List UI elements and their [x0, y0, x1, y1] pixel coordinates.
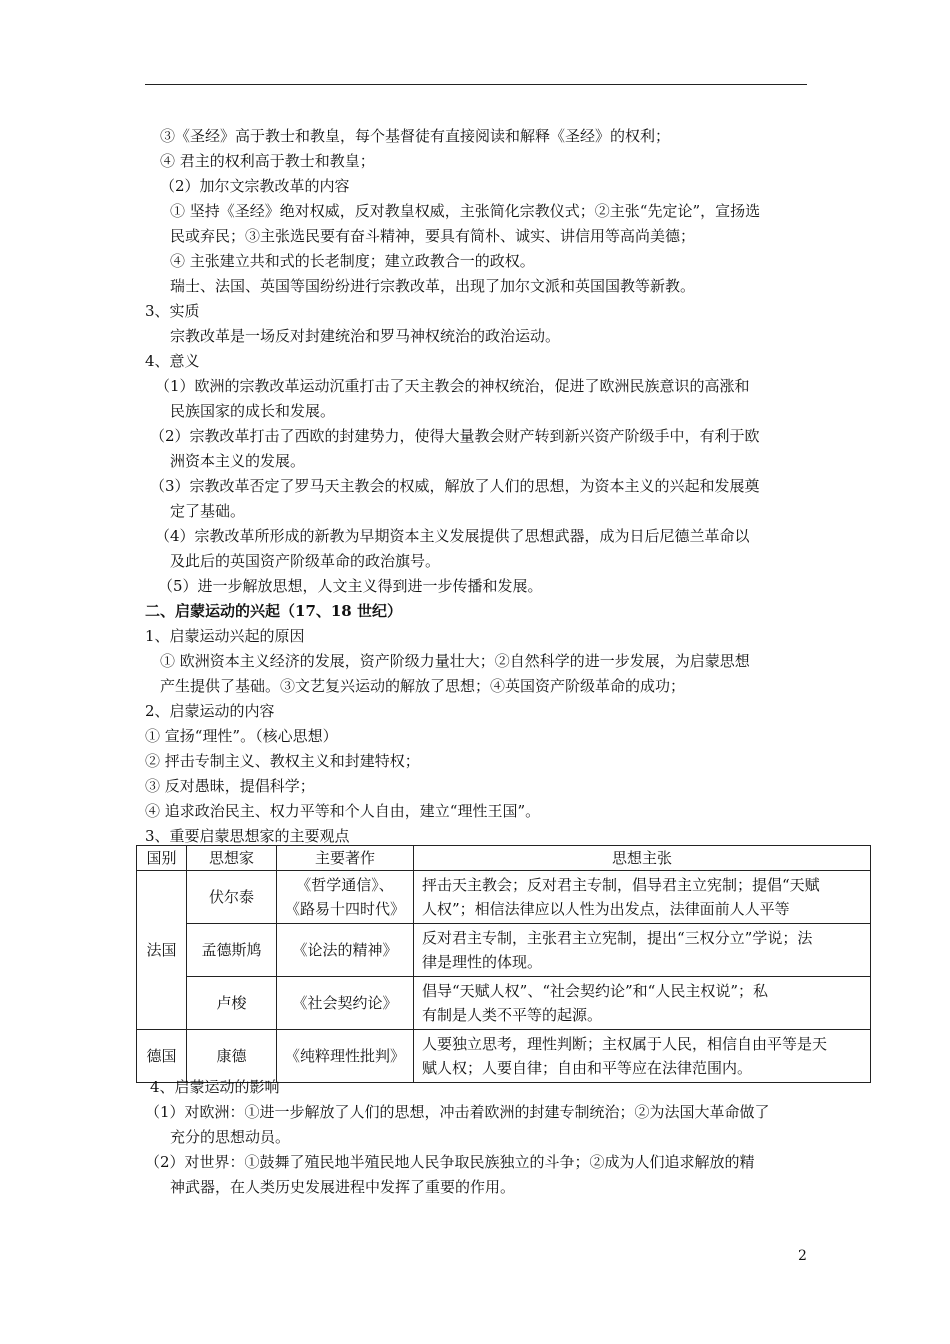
header-rule [145, 84, 807, 85]
section-heading: 3、实质 [145, 302, 200, 320]
text-line: 产生提供了基础。③文艺复兴运动的解放了思想；④英国资产阶级革命的成功； [160, 677, 686, 695]
idea-cell: 反对君主专制，主张君主立宪制，提出“三权分立”学说；法 律是理性的体现。 [414, 924, 871, 977]
text-line: ④ 追求政治民主、权力平等和个人自由，建立“理性王国”。 [145, 802, 541, 820]
column-header: 思想家 [187, 846, 277, 871]
section-heading: 4、意义 [145, 352, 200, 370]
idea-cell: 倡导“天赋人权”、“社会契约论”和“人民主权说”；私 有制是人类不平等的起源。 [414, 977, 871, 1030]
text-line: ② 抨击专制主义、教权主义和封建特权； [145, 752, 420, 770]
thinker-cell: 伏尔泰 [187, 871, 277, 924]
thinker-cell: 孟德斯鸠 [187, 924, 277, 977]
text-line: 宗教改革是一场反对封建统治和罗马神权统治的政治运动。 [170, 327, 561, 345]
text-line: （1）对欧洲：①进一步解放了人们的思想，冲击着欧洲的封建专制统治；②为法国大革命做了 [145, 1103, 770, 1121]
work-cell: 《社会契约论》 [277, 977, 414, 1030]
country-cell: 德国 [137, 1030, 187, 1083]
text-line: 洲资本主义的发展。 [170, 452, 306, 470]
idea-cell: 人要独立思考，理性判断；主权属于人民，相信自由平等是天 赋人权；人要自律；自由和平等应在法律范围内。 [414, 1030, 871, 1083]
text-line: ① 坚持《圣经》绝对权威，反对教皇权威，主张简化宗教仪式；②主张“先定论”，宣扬选 [170, 202, 761, 220]
text-line: 及此后的英国资产阶级革命的政治旗号。 [170, 552, 441, 570]
idea-cell: 抨击天主教会；反对君主专制，倡导君主立宪制；提倡“天赋 人权”；相信法律应以人性为出发点，法律面前人人平等 [414, 871, 871, 924]
text-line: （2）对世界：①鼓舞了殖民地半殖民地人民争取民族独立的斗争；②成为人们追求解放的精 [145, 1153, 755, 1171]
section-heading: 2、启蒙运动的内容 [145, 702, 275, 720]
section-heading: 1、启蒙运动兴起的原因 [145, 627, 305, 645]
work-cell: 《纯粹理性批判》 [277, 1030, 414, 1083]
table-row [137, 871, 871, 924]
thinker-cell: 康德 [187, 1030, 277, 1083]
table-header-row [137, 846, 871, 871]
text-line: ① 欧洲资本主义经济的发展，资产阶级力量壮大；②自然科学的进一步发展，为启蒙思想 [160, 652, 750, 670]
text-line: （3）宗教改革否定了罗马天主教会的权威，解放了人们的思想，为资本主义的兴起和发展奠 [150, 477, 760, 495]
thinkers-table [136, 845, 871, 1083]
country-cell: 法国 [137, 871, 187, 1030]
text-line: （5）进一步解放思想，人文主义得到进一步传播和发展。 [158, 577, 543, 595]
table-row [137, 924, 871, 977]
text-line: （1）欧洲的宗教改革运动沉重打击了天主教会的神权统治，促进了欧洲民族意识的高涨和 [155, 377, 750, 395]
text-line: ③ 反对愚昧，提倡科学； [145, 777, 315, 795]
column-header: 思想主张 [414, 846, 871, 871]
chapter-heading: 二、启蒙运动的兴起（17、18 世纪） [145, 602, 402, 620]
text-line: 民或弃民；③主张选民要有奋斗精神，要具有简朴、诚实、讲信用等高尚美德； [170, 227, 696, 245]
text-line: 神武器，在人类历史发展进程中发挥了重要的作用。 [170, 1178, 516, 1196]
table-row [137, 977, 871, 1030]
text-line: ④ 君主的权利高于教士和教皇； [160, 152, 375, 170]
text-line: ④ 主张建立共和式的长老制度；建立政教合一的政权。 [170, 252, 535, 270]
work-cell: 《论法的精神》 [277, 924, 414, 977]
text-line: 民族国家的成长和发展。 [170, 402, 336, 420]
text-line: 瑞士、法国、英国等国纷纷进行宗教改革，出现了加尔文派和英国国教等新教。 [170, 277, 696, 295]
text-line: （2）加尔文宗教改革的内容 [160, 177, 350, 195]
column-header: 主要著作 [277, 846, 414, 871]
column-header: 国别 [137, 846, 187, 871]
text-line: （4）宗教改革所形成的新教为早期资本主义发展提供了思想武器，成为日后尼德兰革命以 [155, 527, 750, 545]
page-number: 2 [798, 1248, 807, 1264]
thinker-cell: 卢梭 [187, 977, 277, 1030]
section-heading: 4、启蒙运动的影响 [150, 1078, 280, 1096]
work-cell: 《哲学通信》、 《路易十四时代》 [277, 871, 414, 924]
text-line: 充分的思想动员。 [170, 1128, 291, 1146]
text-line: 定了基础。 [170, 502, 246, 520]
section-heading: 3、重要启蒙思想家的主要观点 [145, 827, 350, 845]
table-row [137, 1030, 871, 1083]
text-line: ③《圣经》高于教士和教皇，每个基督徒有直接阅读和解释《圣经》的权利； [160, 127, 671, 145]
text-line: ① 宣扬“理性”。（核心思想） [145, 727, 338, 745]
text-line: （2）宗教改革打击了西欧的封建势力，使得大量教会财产转到新兴资产阶级手中，有利于欧 [150, 427, 760, 445]
